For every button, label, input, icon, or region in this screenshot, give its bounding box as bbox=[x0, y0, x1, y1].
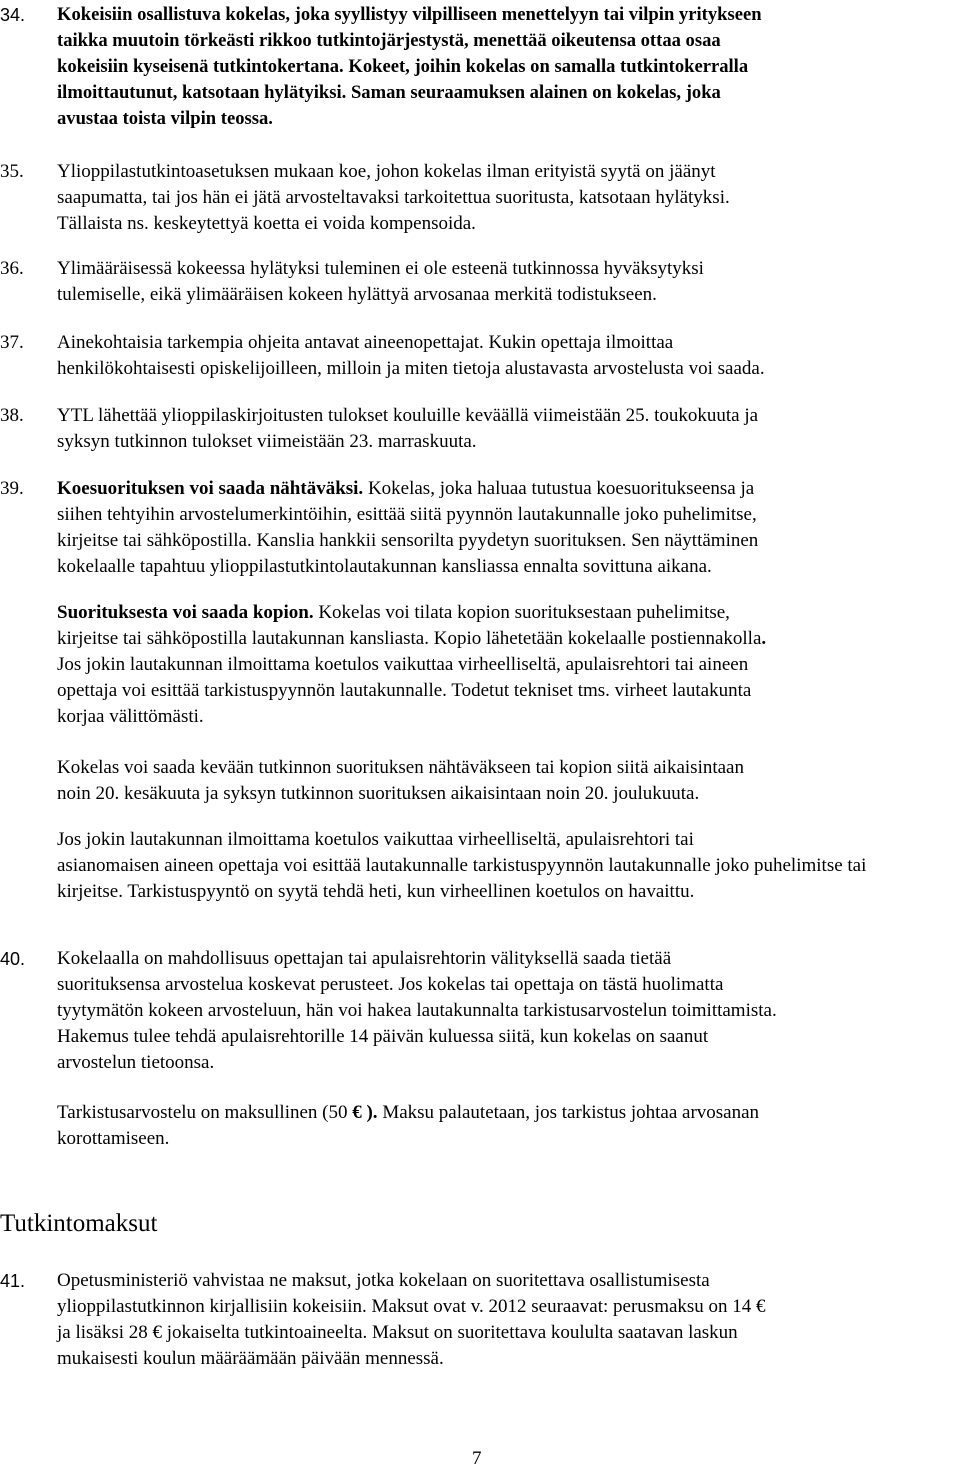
euro-symbol: € bbox=[352, 1102, 362, 1123]
text-span: . bbox=[761, 628, 767, 649]
paragraph-text bbox=[57, 330, 957, 382]
text-line: korjaa välittömästi. bbox=[57, 706, 204, 727]
item-number: 39. bbox=[0, 478, 24, 499]
paragraph-text bbox=[57, 159, 957, 237]
text-line bbox=[57, 1100, 957, 1126]
text-line: syksyn tutkinnon tulokset viimeistään 23. marraskuuta. bbox=[57, 431, 477, 452]
paragraph-text bbox=[57, 600, 957, 730]
item-number: 40. bbox=[0, 949, 26, 969]
text-span: ). bbox=[361, 1102, 378, 1123]
text-line: Ainekohtaisia tarkempia ohjeita antavat aineenopettajat. Kukin opettaja ilmoittaa bbox=[57, 332, 674, 353]
text-line: korottamiseen. bbox=[57, 1128, 170, 1149]
text-line: tulemiselle, eikä ylimääräisen kokeen hylättyä arvosanaa merkitä todistukseen. bbox=[57, 284, 657, 305]
text-line: kirjeitse. Tarkistuspyyntö on syytä tehdä heti, kun virheellinen koetulos on havaittu. bbox=[57, 881, 695, 902]
text-line bbox=[57, 600, 957, 626]
text-line: mukaisesti koulun määräämään päivään mennessä. bbox=[57, 1348, 444, 1369]
text-line: Jos jokin lautakunnan ilmoittama koetulos vaikuttaa virheelliseltä, apulaisrehtori tai aineen bbox=[57, 654, 749, 675]
item-number: 36. bbox=[0, 258, 24, 279]
text-line: kirjeitse tai sähköpostilla. Kanslia hankkii sensorilta pyydetyn suorituksen. Sen näyttäminen bbox=[57, 530, 759, 551]
item-number: 37. bbox=[0, 332, 24, 353]
text-line: YTL lähettää ylioppilaskirjoitusten tulokset kouluille keväällä viimeistään 25. toukokuuta ja bbox=[57, 405, 759, 426]
paragraph-text bbox=[57, 2, 957, 132]
text-span: Kokelas voi tilata kopion suorituksestaan puhelimitse, bbox=[313, 602, 730, 623]
text-line bbox=[57, 626, 957, 652]
bold-lead: Suorituksesta voi saada kopion. bbox=[57, 602, 314, 623]
text-line: siihen tehtyihin arvostelumerkintöihin, esittää siitä pyynnön lautakunnalle joko puhelimitse, bbox=[57, 504, 757, 525]
text-line: Kokelaalla on mahdollisuus opettajan tai apulaisrehtorin välityksellä saada tietää bbox=[57, 948, 672, 969]
item-number: 35. bbox=[0, 161, 24, 182]
text-line: Kokeisiin osallistuva kokelas, joka syyllistyy vilpilliseen menettelyyn tai vilpin yritykseen bbox=[57, 4, 762, 25]
text-line: tyytymätön kokeen arvosteluun, hän voi hakea lautakunnalta tarkistusarvostelun toimittamista. bbox=[57, 1000, 777, 1021]
text-line: kokeisiin kyseisenä tutkintokertana. Kokeet, joihin kokelas on samalla tutkintokerralla bbox=[57, 56, 749, 77]
text-line: Jos jokin lautakunnan ilmoittama koetulos vaikuttaa virheelliseltä, apulaisrehtori tai bbox=[57, 829, 694, 850]
section-heading: Tutkintomaksut bbox=[0, 1210, 158, 1237]
text-line: Tällaista ns. keskeytettyä koetta ei voida kompensoida. bbox=[57, 213, 476, 234]
text-line: taikka muutoin törkeästi rikkoo tutkintojärjestystä, menettää oikeutensa ottaa osaa bbox=[57, 30, 721, 51]
text-line: suorituksensa arvostelua koskevat perusteet. Jos kokelas tai opettaja on tästä huolimatta bbox=[57, 974, 724, 995]
paragraph-text bbox=[57, 946, 957, 1076]
text-line bbox=[57, 476, 957, 502]
text-line: Opetusministeriö vahvistaa ne maksut, jotka kokelaan on suoritettava osallistumisesta bbox=[57, 1270, 710, 1291]
text-line: arvostelun tietoonsa. bbox=[57, 1052, 215, 1073]
text-line: ja lisäksi 28 € jokaiselta tutkintoaineelta. Maksut on suoritettava koululta saatavan laskun bbox=[57, 1322, 738, 1343]
text-span: Kokelas, joka haluaa tutustua koesuoritukseensa ja bbox=[363, 478, 755, 499]
text-line: ylioppilastutkinnon kirjallisiin kokeisiin. Maksut ovat v. 2012 seuraavat: perusmaksu on 14 € bbox=[57, 1296, 766, 1317]
item-number: 34. bbox=[0, 5, 26, 25]
bold-lead: Koesuorituksen voi saada nähtäväksi. bbox=[57, 478, 364, 499]
text-span: Tarkistusarvostelu on maksullinen (50 bbox=[57, 1102, 353, 1123]
paragraph-text bbox=[57, 755, 957, 807]
text-line: avustaa toista vilpin teossa. bbox=[57, 108, 273, 129]
text-line: opettaja voi esittää tarkistuspyynnön lautakunnalle. Todetut tekniset tms. virheet lautakunta bbox=[57, 680, 752, 701]
paragraph-text bbox=[57, 1268, 957, 1372]
item-number: 41. bbox=[0, 1271, 26, 1291]
text-span: Maksu palautetaan, jos tarkistus johtaa arvosanan bbox=[377, 1102, 760, 1123]
paragraph-text bbox=[57, 476, 957, 580]
text-span: kirjeitse tai sähköpostilla lautakunnan kansliasta. Kopio lähetetään kokelaalle postiennakolla bbox=[57, 628, 762, 649]
text-line: saapumatta, tai jos hän ei jätä arvosteltavaksi tarkoitettua suoritusta, katsotaan hylätyksi. bbox=[57, 187, 730, 208]
text-line: henkilökohtaisesti opiskelijoilleen, milloin ja miten tietoja alustavasta arvostelusta voi saada. bbox=[57, 358, 765, 379]
paragraph-text bbox=[57, 256, 957, 308]
paragraph-text bbox=[57, 403, 957, 455]
paragraph-text bbox=[57, 827, 957, 905]
text-line: Ylioppilastutkintoasetuksen mukaan koe, johon kokelas ilman erityistä syytä on jäänyt bbox=[57, 161, 716, 182]
page-number: 7 bbox=[472, 1448, 482, 1469]
text-line: Hakemus tulee tehdä apulaisrehtorille 14 päivän kuluessa siitä, kun kokelas on saanut bbox=[57, 1026, 709, 1047]
text-line: asianomaisen aineen opettaja voi esittää lautakunnalle tarkistuspyynnön lautakunnalle joko puhelimitse tai bbox=[57, 855, 867, 876]
text-line: kokelaalle tapahtuu ylioppilastutkintolautakunnan kansliassa ennalta sovittuna aikana. bbox=[57, 556, 712, 577]
item-number: 38. bbox=[0, 405, 24, 426]
text-line: noin 20. kesäkuuta ja syksyn tutkinnon suorituksen aikaisintaan noin 20. joulukuuta. bbox=[57, 783, 700, 804]
text-line: Ylimääräisessä kokeessa hylätyksi tuleminen ei ole esteenä tutkinnossa hyväksytyksi bbox=[57, 258, 704, 279]
paragraph-text bbox=[57, 1100, 957, 1152]
text-line: Kokelas voi saada kevään tutkinnon suorituksen nähtäväkseen tai kopion siitä aikaisintaan bbox=[57, 757, 744, 778]
text-line: ilmoittautunut, katsotaan hylätyiksi. Saman seuraamuksen alainen on kokelas, joka bbox=[57, 82, 721, 103]
